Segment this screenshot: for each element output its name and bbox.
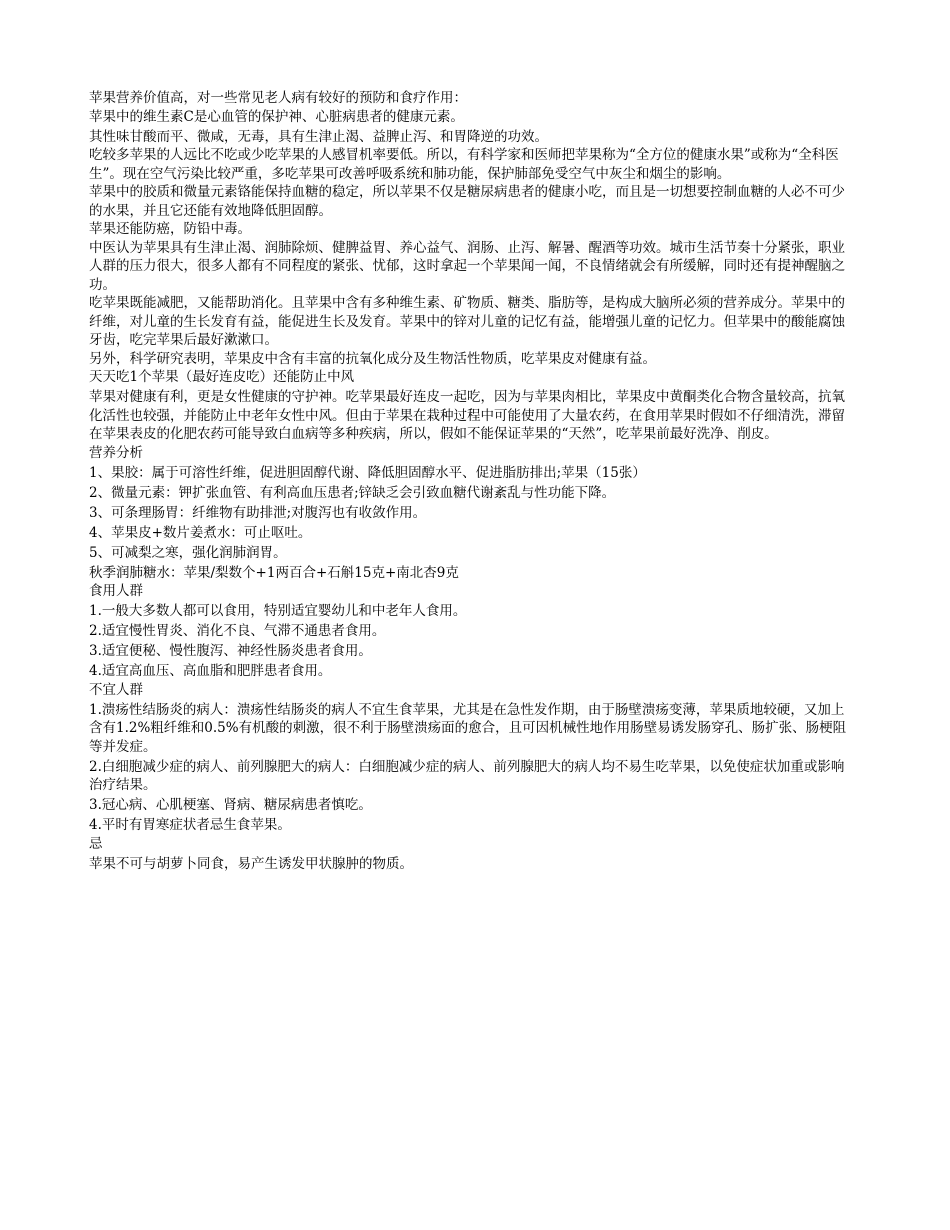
paragraph: 苹果不可与胡萝卜同食，易产生诱发甲状腺肿的物质。 xyxy=(89,855,413,872)
paragraph: 苹果中的维生素C是心血管的保护神、心脏病患者的健康元素。 xyxy=(89,108,464,125)
paragraph: 另外，科学研究表明，苹果皮中含有丰富的抗氧化成分及生物活性物质，吃苹果皮对健康有益。 xyxy=(89,350,656,367)
list-item: 4.平时有胃寒症状者忌生食苹果。 xyxy=(89,817,291,833)
list-item: 2、微量元素：钾扩张血管、有利高血压患者;锌缺乏会引致血糖代谢紊乱与性功能下降。 xyxy=(89,484,616,501)
list-item: 2.适宜慢性胃炎、消化不良、气滞不通患者食用。 xyxy=(89,623,386,639)
list-item: 3.冠心病、心肌梗塞、肾病、糖尿病患者慎吃。 xyxy=(89,797,372,813)
list-item: 5、可减梨之寒，强化润肺润胃。 xyxy=(89,544,287,561)
list-item: 1、果胶：属于可溶性纤维，促进胆固醇代谢、降低胆固醇水平、促进脂肪排出;苹果（15张） xyxy=(89,464,646,481)
section-heading: 天天吃1个苹果（最好连皮吃）还能防止中风 xyxy=(89,369,355,385)
section-heading: 食用人群 xyxy=(89,583,143,599)
paragraph: 秋季润肺糖水：苹果/梨数个+1两百合+石斛15克+南北杏9克 xyxy=(89,564,459,581)
list-item: 4、苹果皮+数片姜煮水：可止呕吐。 xyxy=(89,524,312,541)
section-heading: 不宜人群 xyxy=(89,681,143,698)
section-heading: 营养分析 xyxy=(89,444,143,461)
list-item: 1.溃疡性结肠炎的病人：溃疡性结肠炎的病人不宜生食苹果，尤其是在急性发作期，由于肠壁溃疡变薄，苹果质地较硬，又加上含有1.2%粗纤维和0.5%有机酸的刺激，很不利于肠壁溃疡面的愈合，且可因机械性地作用肠壁易诱发肠穿孔、肠扩张、肠梗阻等并发症。 xyxy=(89,701,847,755)
section-heading: 忌 xyxy=(89,835,103,852)
paragraph: 苹果营养价值高，对一些常见老人病有较好的预防和食疗作用： xyxy=(89,90,467,106)
document-body xyxy=(89,89,855,873)
list-item: 1.一般大多数人都可以食用，特别适宜婴幼儿和中老年人食用。 xyxy=(89,603,467,619)
list-item: 2.白细胞减少症的病人、前列腺肥大的病人：白细胞减少症的病人、前列腺肥大的病人均不易生吃苹果，以免使症状加重或影响治疗结果。 xyxy=(89,758,845,793)
paragraph: 吃较多苹果的人远比不吃或少吃苹果的人感冒机率要低。所以，有科学家和医师把苹果称为“全方位的健康水果”或称为“全科医生”。现在空气污染比较严重，多吃苹果可改善呼吸系统和肺功能，保护肺部免受空气中灰尘和烟尘的影响。 xyxy=(89,147,839,182)
paragraph: 其性味甘酸而平、微咸，无毒，具有生津止渴、益脾止泻、和胃降逆的功效。 xyxy=(89,128,548,145)
paragraph: 苹果中的胶质和微量元素铬能保持血糖的稳定，所以苹果不仅是糖尿病患者的健康小吃，而且是一切想要控制血糖的人必不可少的水果，并且它还能有效地降低胆固醇。 xyxy=(89,184,845,219)
paragraph: 吃苹果既能减肥，又能帮助消化。且苹果中含有多种维生素、矿物质、糖类、脂肪等，是构成大脑所必须的营养成分。苹果中的纤维，对儿童的生长发育有益，能促进生长及发育。苹果中的锌对儿童的记忆有益，能增强儿童的记忆力。但苹果中的酸能腐蚀牙齿，吃完苹果后最好漱漱口。 xyxy=(89,295,845,348)
paragraph: 中医认为苹果具有生津止渴、润肺除烦、健脾益胃、养心益气、润肠、止泻、解暑、醒酒等功效。城市生活节奏十分紧张，职业人群的压力很大，很多人都有不同程度的紧张、忧郁，这时拿起一个苹果闻一闻，不良情绪就会有所缓解，同时还有提神醒脑之功。 xyxy=(89,239,845,293)
paragraph: 苹果还能防癌，防铅中毒。 xyxy=(89,221,251,237)
list-item: 3、可条理肠胃：纤维物有助排泄;对腹泻也有收敛作用。 xyxy=(89,504,427,521)
list-item: 3.适宜便秘、慢性腹泻、神经性肠炎患者食用。 xyxy=(89,643,372,659)
paragraph: 苹果对健康有利，更是女性健康的守护神。吃苹果最好连皮一起吃，因为与苹果肉相比，苹果皮中黄酮类化合物含量较高，抗氧化活性也较强，并能防止中老年女性中风。但由于苹果在栽种过程中可能使用了大量农药，在食用苹果时假如不仔细清洗，滞留在苹果表皮的化肥农药可能导致白血病等多种疾病，所以，假如不能保证苹果的“天然”，吃苹果前最好洗净、削皮。 xyxy=(89,389,845,442)
list-item: 4.适宜高血压、高血脂和肥胖患者食用。 xyxy=(89,663,332,679)
